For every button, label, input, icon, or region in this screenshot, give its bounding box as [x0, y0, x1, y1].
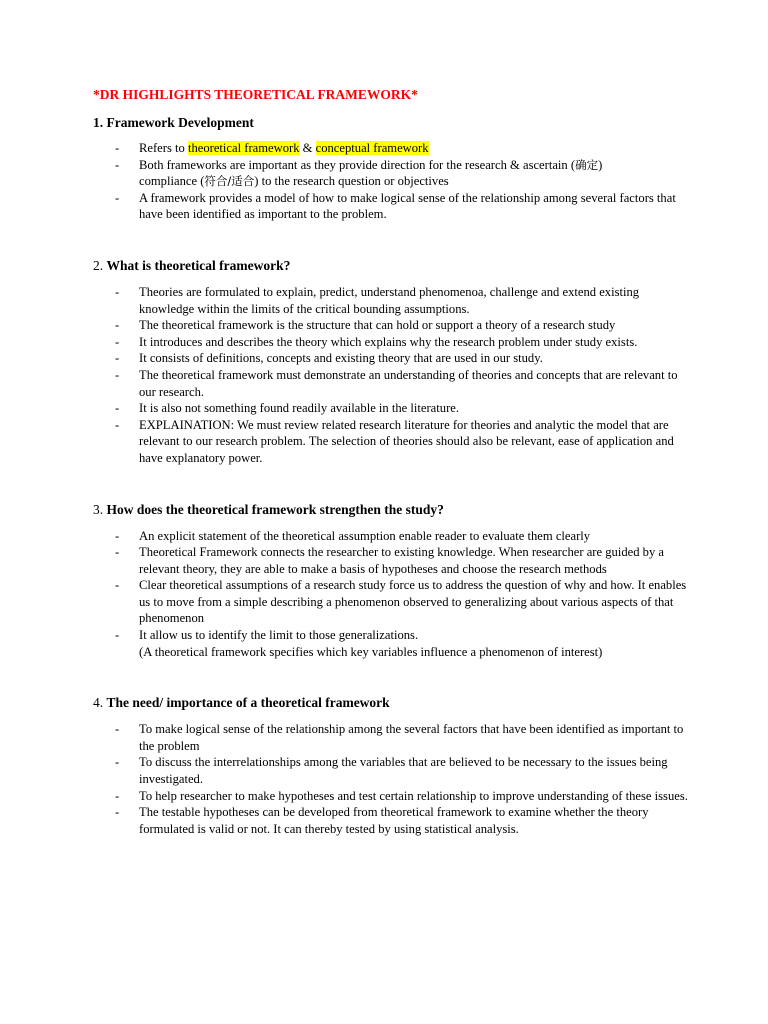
- bullet-list: [93, 528, 693, 661]
- dash-bullet: -: [115, 284, 120, 299]
- dash-bullet: -: [115, 141, 120, 155]
- dash-bullet: -: [115, 805, 120, 820]
- list-item: [93, 788, 693, 805]
- item-text: To help researcher to make hypotheses and test certain relationship to improve understanding of these issues.: [139, 788, 688, 803]
- dash-bullet: -: [115, 722, 120, 737]
- item-text: The testable hypotheses can be developed from theoretical framework to examine whether the theory formulated is valid or not. It can thereby tested by using statistical analysis.: [139, 805, 649, 836]
- bullet-list: [93, 284, 693, 467]
- item-text: ): [598, 157, 603, 172]
- dash-bullet: -: [115, 334, 120, 349]
- dash-bullet: -: [115, 417, 120, 432]
- dash-bullet: -: [115, 367, 120, 382]
- item-text: Theoretical Framework connects the researcher to existing knowledge. When researcher are guided by a relevant theory, they are able to make a basis of hypotheses and choose the research methods: [139, 545, 664, 576]
- list-item: [93, 804, 693, 837]
- item-text: It consists of definitions, concepts and existing theory that are used in our study.: [139, 351, 543, 366]
- list-item: [93, 528, 693, 545]
- list-item: [93, 417, 693, 467]
- bullet-list: [93, 721, 693, 837]
- section-framework-development: [93, 114, 693, 223]
- list-item: [93, 140, 693, 157]
- item-text: A framework provides a model of how to make logical sense of the relationship among several factors that have been identified as important to the problem.: [139, 190, 676, 222]
- highlighted-term: theoretical framework: [187, 141, 300, 155]
- section-number: 1.: [93, 115, 104, 130]
- dash-bullet: -: [115, 545, 120, 560]
- item-text: Refers to: [139, 141, 188, 155]
- item-text: The theoretical framework is the structure that can hold or support a theory of a research study: [139, 318, 616, 333]
- item-text: An explicit statement of the theoretical assumption enable reader to evaluate them clearly: [139, 528, 591, 543]
- list-item: [93, 721, 693, 754]
- item-text: &: [299, 141, 316, 155]
- highlighted-term: conceptual framework: [315, 141, 429, 155]
- list-item: [93, 400, 693, 417]
- list-item: [93, 367, 693, 400]
- item-text: EXPLAINATION: We must review related research literature for theories and analytic the model that are relevant to our research problem. The selection of theories should also be relevant, ease of application and have explanatory power.: [139, 417, 674, 465]
- section-title: What is theoretical framework?: [106, 257, 291, 273]
- item-text: (A theoretical framework specifies which key variables influence a phenomenon of interest): [139, 644, 603, 659]
- list-item: [93, 157, 693, 190]
- section-strengthen-study: [93, 501, 693, 661]
- section-title: Framework Development: [106, 115, 254, 130]
- section-heading: [93, 114, 693, 131]
- item-text: compliance (: [139, 174, 205, 189]
- list-item: [93, 754, 693, 787]
- dash-bullet: -: [115, 788, 120, 803]
- section-title: How does the theoretical framework strengthen the study?: [106, 501, 444, 517]
- chinese-text: 确定: [575, 157, 599, 172]
- dash-bullet: -: [115, 755, 120, 770]
- dash-bullet: -: [115, 351, 120, 366]
- dash-bullet: -: [115, 578, 120, 593]
- item-text: It allow us to identify the limit to those generalizations.: [139, 628, 419, 643]
- list-item: [93, 190, 693, 223]
- section-heading: [93, 257, 693, 274]
- item-text: To make logical sense of the relationship among the several factors that have been identified as important to the problem: [139, 722, 684, 753]
- list-item: [93, 544, 693, 577]
- section-title: The need/ importance of a theoretical framework: [106, 695, 390, 711]
- section-heading: [93, 501, 693, 518]
- chinese-text: 符合/适合: [204, 174, 255, 189]
- section-number: 2.: [93, 257, 104, 273]
- list-item: [93, 350, 693, 367]
- document-title: *DR HIGHLIGHTS THEORETICAL FRAMEWORK*: [93, 87, 418, 102]
- item-text: It introduces and describes the theory which explains why the research problem under study exists.: [139, 334, 638, 349]
- dash-bullet: -: [115, 401, 120, 416]
- item-text: Both frameworks are important as they provide direction for the research & ascertain (: [139, 157, 576, 172]
- item-text: To discuss the interrelationships among the variables that are believed to be necessary to the issues being investigated.: [139, 755, 668, 787]
- list-item: [93, 317, 693, 334]
- bullet-list: [93, 140, 693, 223]
- item-text: Clear theoretical assumptions of a research study force us to address the question of why and how. It enables us to move from a simple describing a phenomenon observed to generalizing about various aspects of that phenomenon: [139, 578, 687, 626]
- item-text: The theoretical framework must demonstrate an understanding of theories and concepts that are relevant to our research.: [139, 367, 678, 399]
- item-text: ) to the research question or objectives: [254, 174, 449, 189]
- section-what-is-theoretical-framework: [93, 257, 693, 467]
- list-item: [93, 577, 693, 627]
- list-item: [93, 284, 693, 317]
- list-item: [93, 334, 693, 351]
- section-heading: [93, 694, 693, 711]
- section-number: 4.: [93, 695, 104, 711]
- item-text: It is also not something found readily available in the literature.: [139, 401, 460, 416]
- dash-bullet: -: [115, 318, 120, 333]
- section-need-importance: [93, 694, 693, 837]
- item-text: Theories are formulated to explain, predict, understand phenomenoa, challenge and extend existing knowledge within the limits of the critical bounding assumptions.: [139, 284, 640, 316]
- dash-bullet: -: [115, 628, 120, 643]
- dash-bullet: -: [115, 528, 120, 543]
- section-number: 3.: [93, 501, 104, 517]
- dash-bullet: -: [115, 190, 120, 205]
- document-page: [93, 86, 693, 837]
- dash-bullet: -: [115, 157, 120, 172]
- list-item: [93, 627, 693, 660]
